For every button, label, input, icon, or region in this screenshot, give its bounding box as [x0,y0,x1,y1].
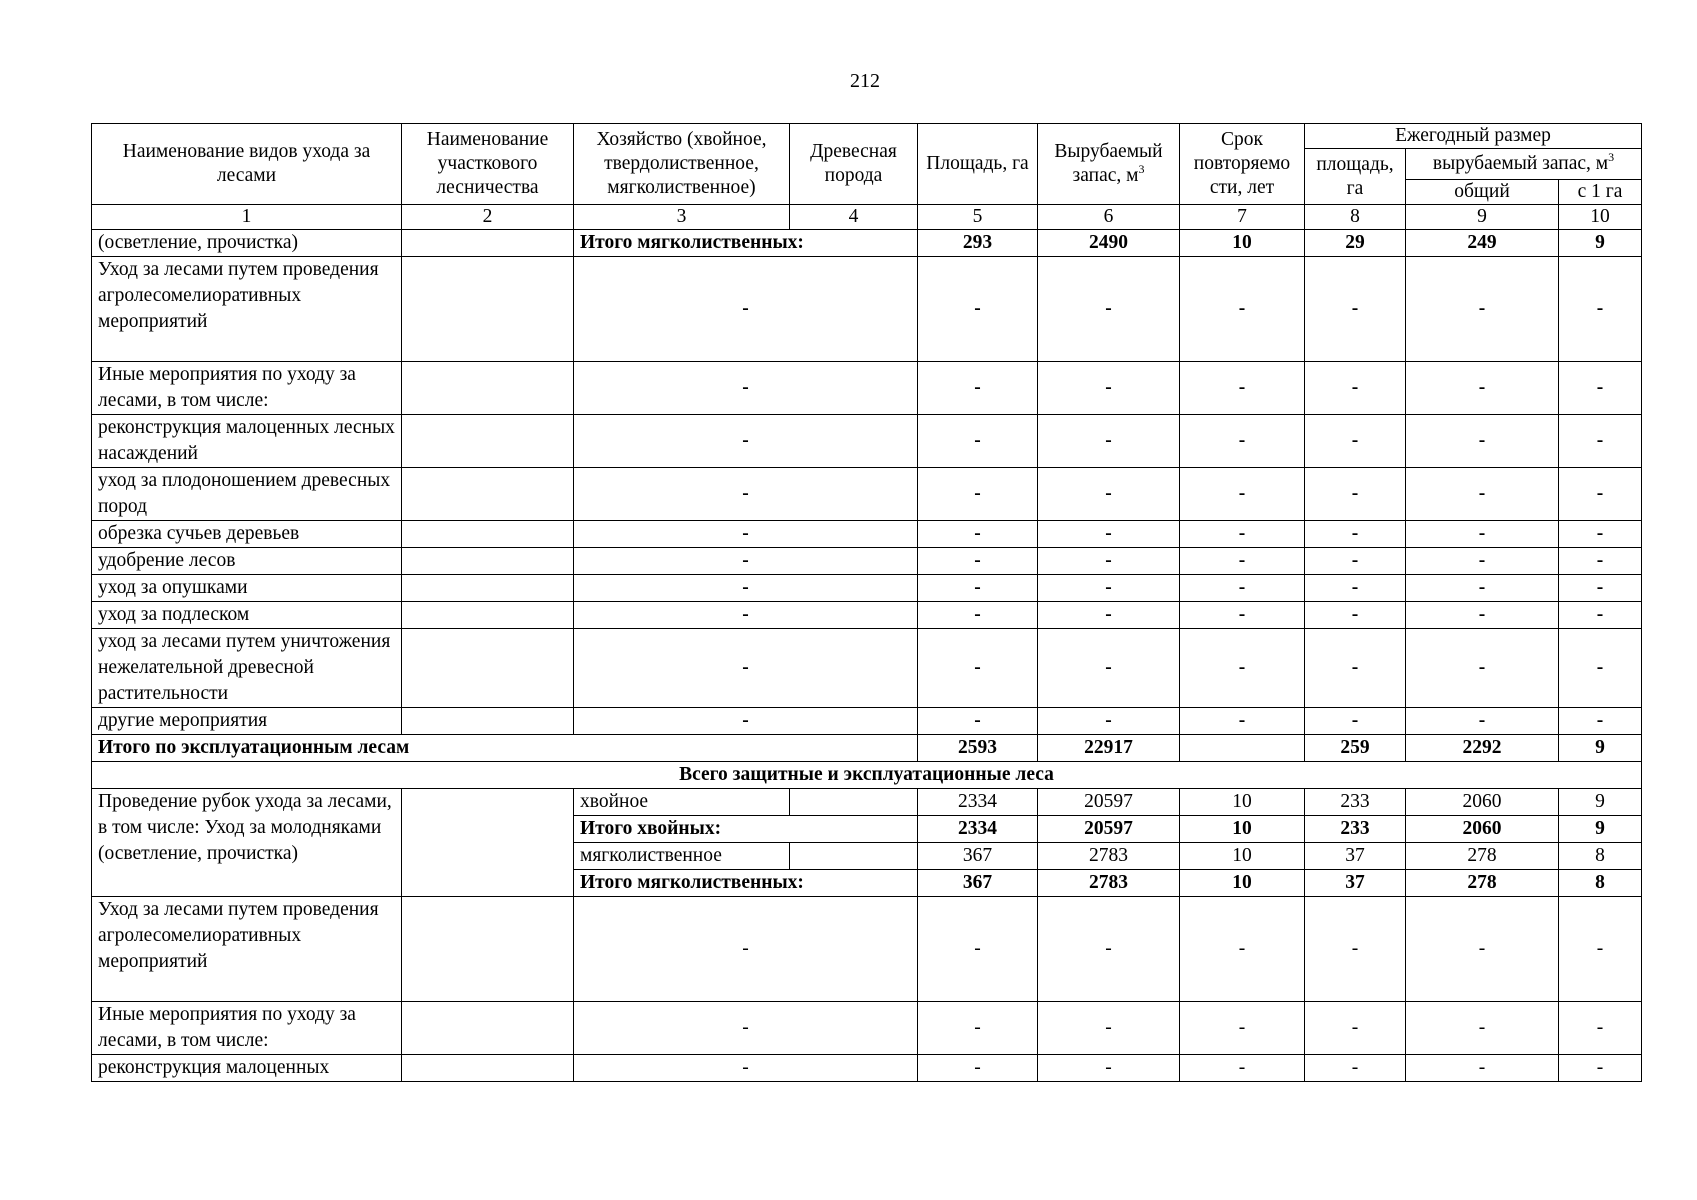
subtotal-label: Итого мягколиственных: [574,870,918,897]
area-cell: 293 [918,230,1038,257]
repeat-period-cell: - [1180,602,1305,629]
annual-area-cell: 29 [1305,230,1406,257]
annual-per-ha-cell: - [1559,897,1642,1002]
repeat-period-cell: - [1180,415,1305,468]
annual-per-ha-cell: 9 [1559,230,1642,257]
economy-cell: - [574,602,918,629]
annual-area-cell: 37 [1305,870,1406,897]
repeat-period-cell: 10 [1180,789,1305,816]
economy-cell: - [574,362,918,415]
annual-area-cell: - [1305,1002,1406,1055]
column-number: 9 [1406,205,1559,230]
annual-total-cell: - [1406,897,1559,1002]
annual-total-cell: - [1406,602,1559,629]
cut-stock-cell: 2490 [1038,230,1180,257]
annual-total-cell: 249 [1406,230,1559,257]
header-repeat-period: Срок повторяемо сти, лет [1180,124,1305,205]
annual-area-cell: - [1305,468,1406,521]
column-number: 3 [574,205,790,230]
annual-total-cell: - [1406,521,1559,548]
species-cell [790,789,918,816]
cut-stock-cell: - [1038,1002,1180,1055]
care-type-cell: реконструкция малоценных [92,1055,402,1082]
annual-per-ha-cell: - [1559,468,1642,521]
header-tree-species: Древесная порода [790,124,918,205]
annual-total-cell: 278 [1406,843,1559,870]
area-cell: - [918,708,1038,735]
annual-total-cell: - [1406,1055,1559,1082]
annual-per-ha-cell: - [1559,521,1642,548]
area-cell: 2593 [918,735,1038,762]
annual-per-ha-cell: - [1559,708,1642,735]
repeat-period-cell: - [1180,1002,1305,1055]
repeat-period-cell: 10 [1180,843,1305,870]
header-annual-area: площадь, га [1305,149,1406,205]
area-cell: 367 [918,843,1038,870]
annual-per-ha-cell: 9 [1559,789,1642,816]
column-number: 6 [1038,205,1180,230]
repeat-period-cell: - [1180,257,1305,362]
care-type-cell: уход за опушками [92,575,402,602]
annual-area-cell: - [1305,521,1406,548]
economy-cell: - [574,468,918,521]
care-type-cell: Уход за лесами путем проведения агролесомелиоративных мероприятий [92,257,402,362]
cut-stock-cell: - [1038,415,1180,468]
cut-stock-cell: - [1038,708,1180,735]
economy-cell: - [574,1002,918,1055]
area-cell: - [918,897,1038,1002]
cut-stock-cell: - [1038,629,1180,708]
annual-total-cell: - [1406,548,1559,575]
care-type-cell: реконструкция малоценных лесных насаждений [92,415,402,468]
repeat-period-cell: - [1180,1055,1305,1082]
repeat-period-cell: 10 [1180,230,1305,257]
care-type-cell: удобрение лесов [92,548,402,575]
repeat-period-cell: - [1180,468,1305,521]
cut-stock-cell: - [1038,468,1180,521]
cut-stock-cell: 20597 [1038,789,1180,816]
annual-per-ha-cell: - [1559,548,1642,575]
economy-cell: хвойное [574,789,790,816]
care-type-cell: уход за плодоношением древесных пород [92,468,402,521]
care-type-cell: уход за подлеском [92,602,402,629]
header-cut-stock: Вырубаемый запас, $м^3$ [1038,124,1180,205]
area-cell: - [918,362,1038,415]
column-number: 7 [1180,205,1305,230]
section-title: Всего защитные и эксплуатационные леса [92,762,1642,789]
annual-per-ha-cell: - [1559,257,1642,362]
economy-cell: - [574,1055,918,1082]
table-row [92,415,1642,468]
annual-per-ha-cell: - [1559,1002,1642,1055]
cut-stock-cell: - [1038,521,1180,548]
header-forestry-district: Наименование участкового лесничества [402,124,574,205]
column-number: 2 [402,205,574,230]
page-number: 212 [850,70,880,92]
table-row [92,468,1642,521]
annual-area-cell: - [1305,1055,1406,1082]
annual-area-cell: - [1305,629,1406,708]
table-row [92,708,1642,735]
total-row [92,735,1642,762]
table-row [92,1055,1642,1082]
header-row [92,124,1642,149]
annual-per-ha-cell: 8 [1559,870,1642,897]
table-row [92,362,1642,415]
subtotal-label: Итого хвойных: [574,816,918,843]
header-area: Площадь, га [918,124,1038,205]
repeat-period-cell [1180,735,1305,762]
area-cell: - [918,602,1038,629]
annual-total-cell: - [1406,575,1559,602]
column-number: 4 [790,205,918,230]
header-annual-cut-stock: вырубаемый запас, $м^3$ [1406,149,1642,180]
care-type-cell: другие мероприятия [92,708,402,735]
annual-total-cell: - [1406,708,1559,735]
economy-cell: - [574,575,918,602]
column-number: 1 [92,205,402,230]
care-type-cell: уход за лесами путем уничтожения нежелательной древесной растительности [92,629,402,708]
header-annual-size: Ежегодный размер [1305,124,1642,149]
economy-cell: - [574,548,918,575]
cut-stock-cell: 20597 [1038,816,1180,843]
annual-area-cell: - [1305,415,1406,468]
care-type-cell: Проведение рубок ухода за лесами, в том числе: Уход за молодняками (осветление, прочистка) [92,789,402,897]
annual-total-cell: - [1406,629,1559,708]
annual-per-ha-cell: 9 [1559,816,1642,843]
annual-area-cell: - [1305,548,1406,575]
annual-per-ha-cell: 8 [1559,843,1642,870]
care-type-cell: (осветление, прочистка) [92,230,402,257]
section-row [92,762,1642,789]
repeat-period-cell: - [1180,708,1305,735]
care-type-cell: Иные мероприятия по уходу за лесами, в том числе: [92,362,402,415]
table-row [92,1002,1642,1055]
care-type-cell: обрезка сучьев деревьев [92,521,402,548]
area-cell: - [918,468,1038,521]
column-number: 5 [918,205,1038,230]
repeat-period-cell: - [1180,629,1305,708]
area-cell: 2334 [918,789,1038,816]
area-cell: - [918,521,1038,548]
annual-area-cell: - [1305,257,1406,362]
cut-stock-cell: 2783 [1038,870,1180,897]
economy-cell: - [574,629,918,708]
annual-total-cell: 2060 [1406,789,1559,816]
economy-cell: - [574,415,918,468]
annual-area-cell: - [1305,575,1406,602]
table-row [92,602,1642,629]
repeat-period-cell: - [1180,362,1305,415]
repeat-period-cell: - [1180,575,1305,602]
area-cell: 2334 [918,816,1038,843]
area-cell: - [918,1002,1038,1055]
table-row [92,789,1642,816]
economy-cell: мягколиственное [574,843,790,870]
cut-stock-cell: 22917 [1038,735,1180,762]
annual-area-cell: 259 [1305,735,1406,762]
subtotal-label: Итого мягколиственных: [574,230,918,257]
annual-per-ha-cell: 9 [1559,735,1642,762]
annual-total-cell: 2060 [1406,816,1559,843]
annual-per-ha-cell: - [1559,575,1642,602]
economy-cell: - [574,897,918,1002]
cut-stock-cell: - [1038,548,1180,575]
annual-total-cell: - [1406,257,1559,362]
annual-area-cell: 233 [1305,789,1406,816]
district-cell [402,230,574,257]
header-economy: Хозяйство (хвойное, твердолиственное, мягколиственное) [574,124,790,205]
header-care-type: Наименование видов ухода за лесами [92,124,402,205]
cut-stock-cell: - [1038,362,1180,415]
table-row [92,230,1642,257]
district-cell [402,789,574,897]
table-row [92,257,1642,362]
cut-stock-cell: 2783 [1038,843,1180,870]
annual-per-ha-cell: - [1559,1055,1642,1082]
column-number: 8 [1305,205,1406,230]
annual-area-cell: - [1305,362,1406,415]
table-row [92,575,1642,602]
cut-stock-cell: - [1038,602,1180,629]
economy-cell: - [574,521,918,548]
area-cell: - [918,257,1038,362]
repeat-period-cell: - [1180,521,1305,548]
area-cell: - [918,548,1038,575]
annual-total-cell: - [1406,362,1559,415]
area-cell: - [918,1055,1038,1082]
annual-per-ha-cell: - [1559,629,1642,708]
repeat-period-cell: 10 [1180,816,1305,843]
economy-cell: - [574,257,918,362]
table-row [92,897,1642,1002]
annual-total-cell: 278 [1406,870,1559,897]
column-numbers-row [92,205,1642,230]
cut-stock-cell: - [1038,257,1180,362]
annual-total-cell: - [1406,1002,1559,1055]
annual-total-cell: - [1406,415,1559,468]
annual-per-ha-cell: - [1559,362,1642,415]
annual-area-cell: - [1305,708,1406,735]
repeat-period-cell: - [1180,548,1305,575]
cut-stock-cell: - [1038,897,1180,1002]
area-cell: - [918,629,1038,708]
annual-area-cell: - [1305,602,1406,629]
area-cell: - [918,575,1038,602]
annual-area-cell: 233 [1305,816,1406,843]
table-row [92,629,1642,708]
annual-area-cell: 37 [1305,843,1406,870]
table-row [92,548,1642,575]
repeat-period-cell: 10 [1180,870,1305,897]
column-number: 10 [1559,205,1642,230]
cut-stock-cell: - [1038,1055,1180,1082]
header-total: общий [1406,180,1559,205]
care-type-cell: Уход за лесами путем проведения агролесомелиоративных мероприятий [92,897,402,1002]
species-cell [790,843,918,870]
annual-area-cell: - [1305,897,1406,1002]
care-type-cell: Иные мероприятия по уходу за лесами, в том числе: [92,1002,402,1055]
annual-total-cell: - [1406,468,1559,521]
header-per-ha: с 1 га [1559,180,1642,205]
repeat-period-cell: - [1180,897,1305,1002]
table-row [92,521,1642,548]
area-cell: 367 [918,870,1038,897]
forest-care-table [91,123,1642,1082]
economy-cell: - [574,708,918,735]
total-label: Итого по эксплуатационным лесам [92,735,918,762]
annual-per-ha-cell: - [1559,415,1642,468]
cut-stock-cell: - [1038,575,1180,602]
annual-total-cell: 2292 [1406,735,1559,762]
annual-per-ha-cell: - [1559,602,1642,629]
area-cell: - [918,415,1038,468]
